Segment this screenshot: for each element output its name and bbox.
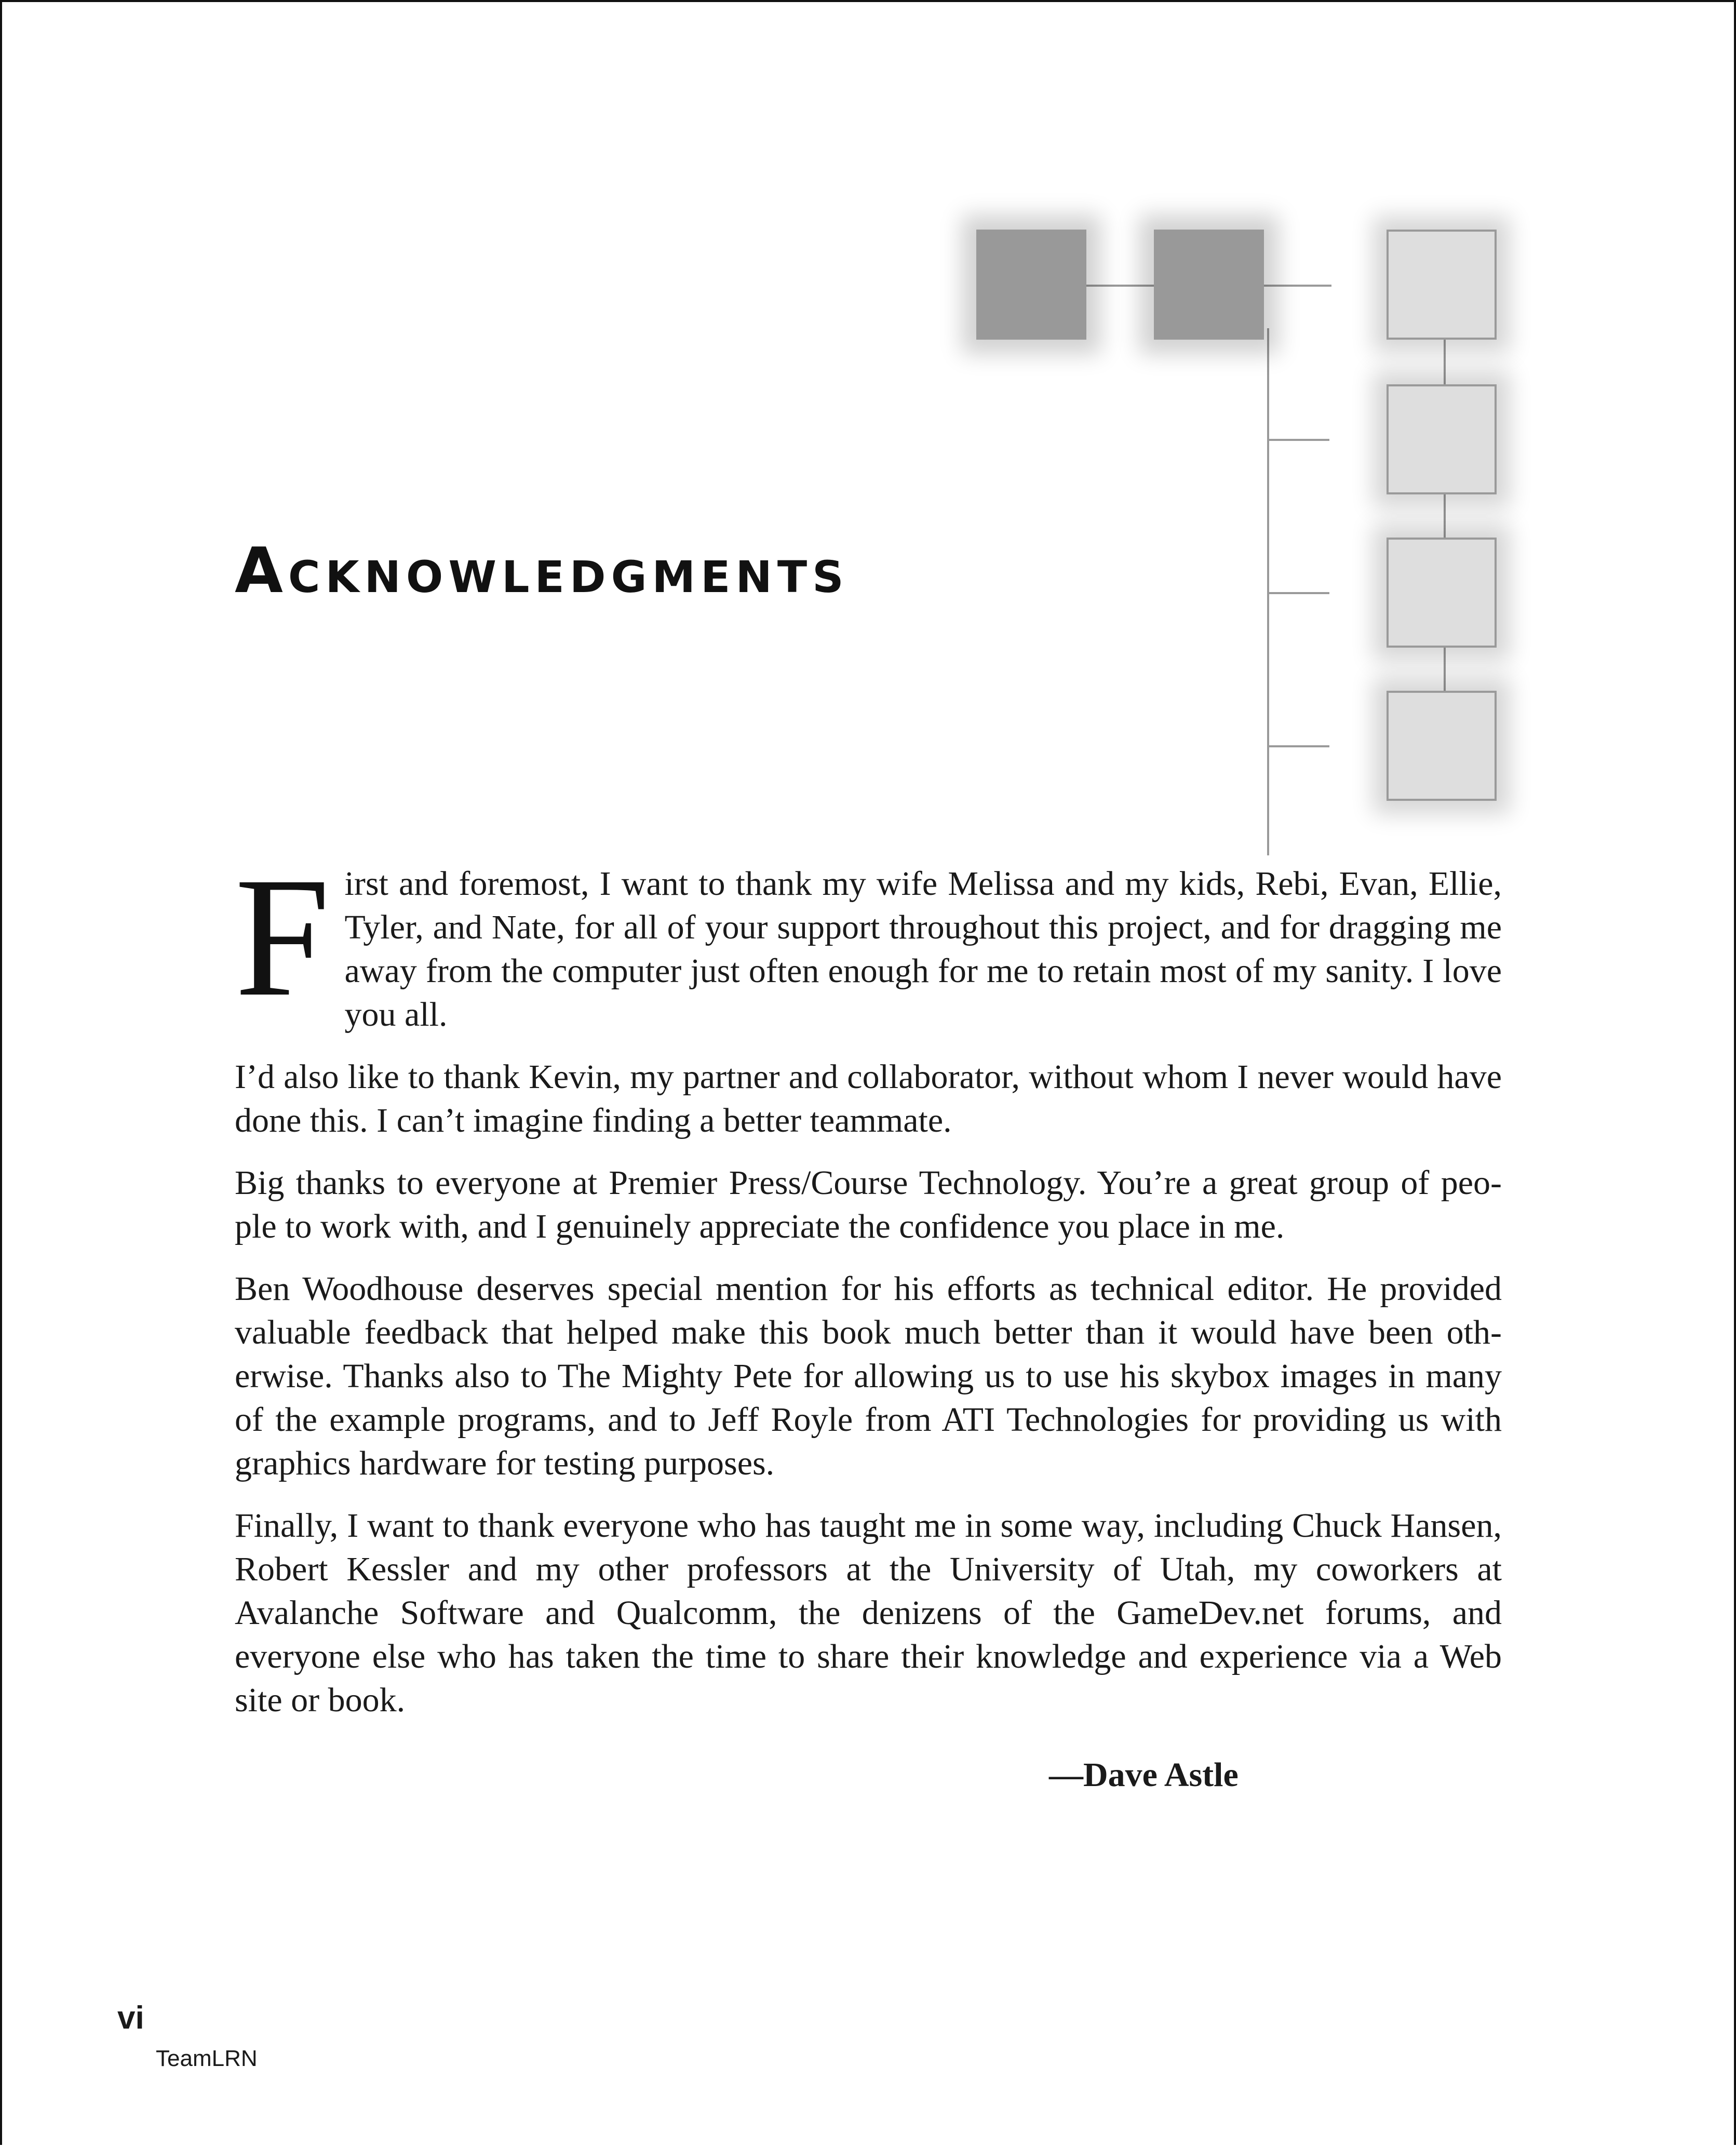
- dark-square-1: [976, 230, 1086, 340]
- paragraph-4: Ben Woodhouse deserves special mention for his efforts as technical editor. He provided valuable feedback that helped make this book much better than it would have been oth-erwise. Thanks also to The Mighty Pete for allowing us to use his skybox images in many of the example programs, and to Jeff Royle from ATI Technologies for providing us with graphics hardware for testing purposes.: [235, 1270, 1502, 1482]
- decorative-block-diagram: [976, 218, 1568, 852]
- paragraph-1-text: irst and foremost, I want to thank my wife Melissa and my kids, Rebi, Evan, Ellie, Tyler, and Nate, for all of your support throughout this project, and for dragging me away from the computer just often enough for me to retain most of my sanity. I love you all.: [344, 865, 1502, 1034]
- light-square-3: [1387, 538, 1497, 648]
- paragraph-1: [235, 842, 1502, 1037]
- body-text: [235, 842, 1502, 1741]
- light-square-4: [1387, 691, 1497, 801]
- connector-line: [1267, 439, 1329, 441]
- paragraph-5: Finally, I want to thank everyone who has taught me in some way, including Chuck Hansen, Robert Kessler and my other professors at the University of Utah, my coworkers at Avalanche Software and Qualcomm, the denizens of the GameDev.net forums, and everyone else who has taken the time to share their knowledge and experience via a Web site or book.: [235, 1507, 1502, 1719]
- connector-line: [1086, 285, 1154, 287]
- connector-line: [1267, 592, 1329, 594]
- connector-line: [1267, 745, 1329, 747]
- connector-line: [1264, 285, 1331, 287]
- light-square-2: [1387, 384, 1497, 494]
- dark-square-2: [1154, 230, 1264, 340]
- page-title: Acknowledgments: [235, 535, 849, 607]
- watermark-text: TeamLRN: [156, 2046, 258, 2071]
- drop-cap: F: [235, 842, 330, 1032]
- paragraph-2: I’d also like to thank Kevin, my partner and collaborator, without whom I never would have done this. I can’t imagine finding a better teammate.: [235, 1058, 1502, 1139]
- page-number: vi: [117, 2000, 144, 2036]
- light-square-1: [1387, 230, 1497, 340]
- paragraph-3: Big thanks to everyone at Premier Press/Course Technology. You’re a great group of peo-ple to work with, and I genuinely appreciate the confidence you place in me.: [235, 1164, 1502, 1245]
- signature: —Dave Astle: [1049, 1756, 1239, 1794]
